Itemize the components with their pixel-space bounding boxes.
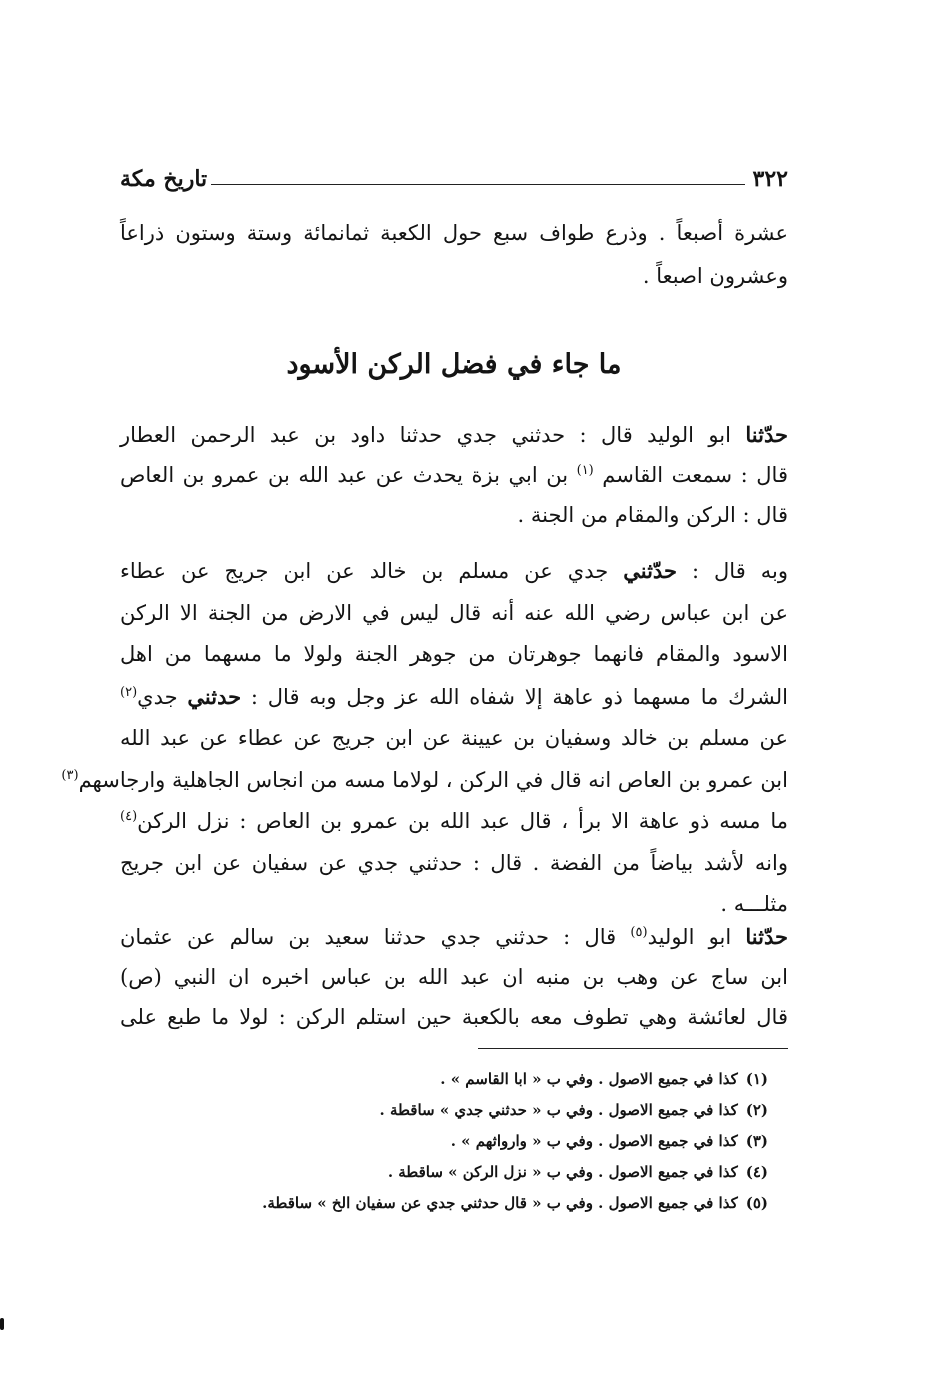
footnote-text: كذا في جميع الاصول . وفي ب « حدثني جدي » ساقطة . xyxy=(379,1101,738,1119)
footnote-number: (٣) xyxy=(745,1132,768,1150)
text-line: ابن ساج عن وهب بن منبه ان عبد الله بن عباس اخبره ان النبي (ص) xyxy=(120,965,788,989)
paragraph-3 xyxy=(120,917,788,1037)
section-heading: ما جاء في فضل الركن الأسود xyxy=(286,349,622,380)
text-run: ابو الوليد xyxy=(647,925,732,949)
footnote-ref: (٣) xyxy=(61,767,79,783)
running-header xyxy=(120,158,788,192)
lead-word: حدّثنا xyxy=(745,924,788,949)
text-run: وبه قال : xyxy=(691,559,788,583)
footnote-text: كذا في جميع الاصول . وفي ب « نزل الركن » ساقطة . xyxy=(387,1163,738,1181)
footnote-number: (٥) xyxy=(745,1194,768,1212)
text-run: قال : حدثني جدي حدثنا سعيد بن سالم عن عثمان xyxy=(120,925,617,949)
footnote-number: (٢) xyxy=(745,1101,768,1119)
text-line: مثلـــه . xyxy=(720,892,788,916)
text-run: قال : سمعت القاسم xyxy=(602,463,788,487)
footnote-ref: (٢) xyxy=(120,684,138,700)
header-rule xyxy=(211,184,744,185)
footnote-ref: (١) xyxy=(576,463,594,478)
text-line: وعشرون اصبعاً . xyxy=(642,264,788,288)
lead-word: حدّثني xyxy=(623,558,677,583)
text-line xyxy=(61,760,788,802)
footnote-number: (١) xyxy=(745,1070,768,1088)
text-run: ابو الوليد قال : حدثني جدي حدثنا داود بن عبد الرحمن العطار xyxy=(120,423,731,447)
text-line: قال لعائشة وهي تطوف معه بالكعبة حين استلم الركن : لولا ما طبع على xyxy=(120,1005,788,1029)
footnote-text: كذا في جميع الاصول . وفي ب « وارواثهم » . xyxy=(450,1132,738,1150)
footnote-rule xyxy=(478,1048,788,1049)
footnote-text: كذا في جميع الاصول . وفي ب « قال حدثني جدي عن سفيان الخ » ساقطة. xyxy=(262,1194,738,1212)
paragraph-1 xyxy=(120,415,788,535)
footnote xyxy=(200,1157,768,1188)
footnotes xyxy=(200,1064,768,1219)
footnote-text: كذا في جميع الاصول . وفي ب « ابا القاسم » . xyxy=(440,1070,738,1088)
text-line: عن ابن عباس رضي الله عنه أنه قال ليس في الارض من الجنة الا الركن xyxy=(120,600,788,625)
footnote xyxy=(200,1064,768,1095)
book-title: تاريخ مكة xyxy=(120,166,208,192)
text-line xyxy=(120,415,788,455)
footnote xyxy=(200,1188,768,1219)
text-run: جدي xyxy=(137,684,178,709)
text-line xyxy=(120,676,788,719)
text-line xyxy=(120,455,788,495)
text-line xyxy=(120,550,788,593)
lead-word: حدثني xyxy=(187,683,242,709)
text-run: ما مسه ذو عاهة الا برأ ، قال عبد الله بن عمرو بن العاص : نزل الركن xyxy=(137,809,788,833)
footnote-number: (٤) xyxy=(745,1163,768,1181)
text-run: ابن عمرو بن العاص انه قال في الركن ، لولاما مسه من انجاس الجاهلية وارجاسهم xyxy=(78,767,788,792)
footnote xyxy=(200,1095,768,1126)
text-run: جدي عن مسلم بن خالد عن ابن جريج عن عطاء xyxy=(120,559,609,583)
continuation-paragraph xyxy=(120,212,788,298)
text-line: عشرة أصبعاً . وذرع طواف سبع حول الكعبة ثمانمائة وستة وستون ذراعاً xyxy=(120,221,788,245)
text-line: وانه لأشد بياضاً من الفضة . قال : حدثني جدي عن سفيان عن ابن جريج xyxy=(120,850,788,875)
text-line: الاسود والمقام فانهما جوهرتان من جوهر الجنة ولولا ما مسهما من اهل xyxy=(120,642,788,666)
text-run: الشرك ما مسهما ذو عاهة إلا شفاه الله عز وجل وبه قال : xyxy=(250,684,788,709)
footnote-ref: (٥) xyxy=(630,925,648,940)
text-line xyxy=(120,917,788,957)
text-line xyxy=(120,801,788,843)
footnote-ref: (٤) xyxy=(120,809,138,824)
text-line: عن مسلم بن خالد وسفيان بن عيينة عن ابن جريج عن عطاء عن عبد الله xyxy=(120,726,788,750)
paragraph-2 xyxy=(61,550,788,926)
lead-word: حدّثنا xyxy=(745,422,788,447)
footnote xyxy=(200,1126,768,1157)
text-run: بن ابي بزة يحدث عن عبد الله بن عمرو بن العاص xyxy=(120,463,569,487)
scan-edge-mark xyxy=(0,1318,4,1330)
text-line: قال : الركن والمقام من الجنة . xyxy=(517,503,788,527)
page-number: ٣٢٢ xyxy=(752,166,788,192)
